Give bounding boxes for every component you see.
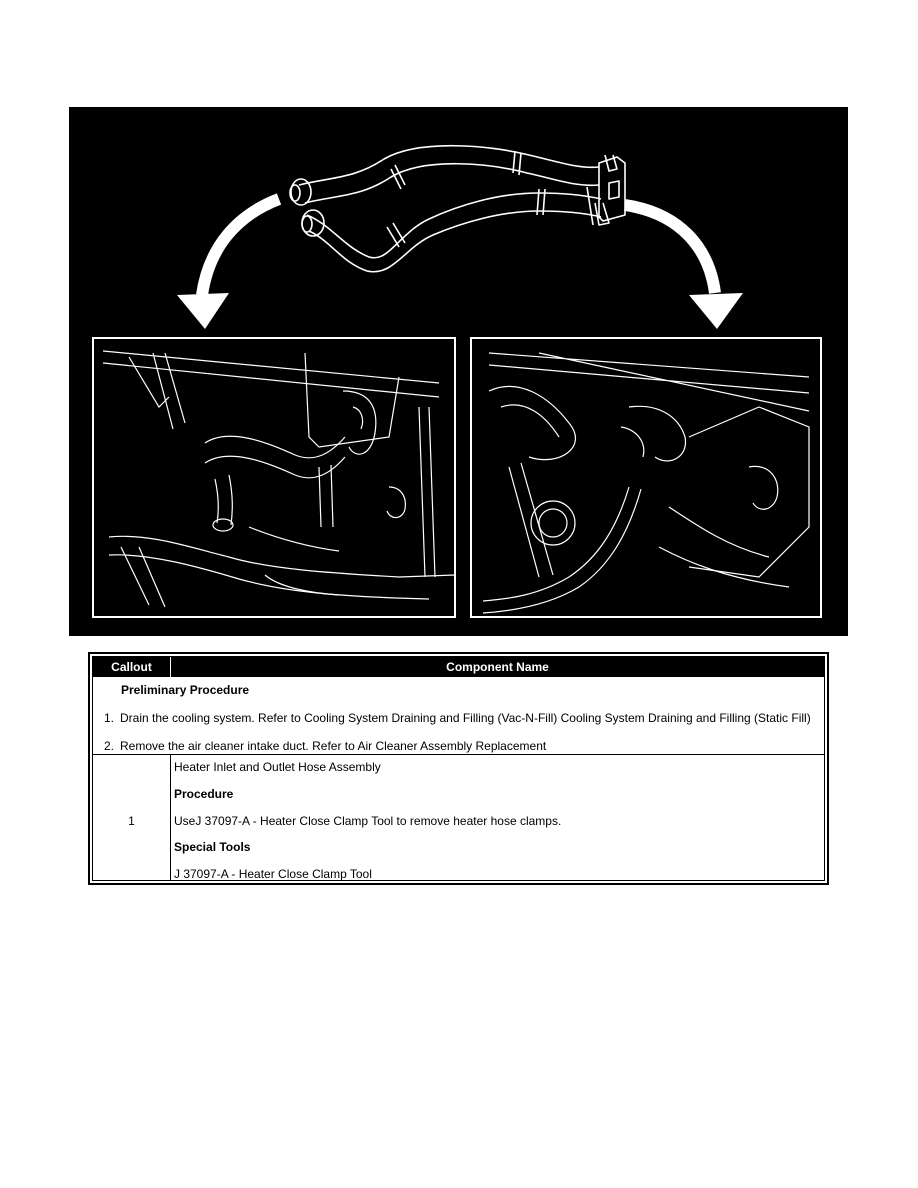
special-tools-label: Special Tools (174, 840, 251, 854)
header-callout: Callout (93, 657, 170, 677)
step-2-number: 2. (104, 739, 115, 753)
step-1-number: 1. (104, 711, 115, 725)
special-tools-text: J 37097-A - Heater Close Clamp Tool (174, 867, 372, 881)
header-component-name: Component Name (171, 657, 824, 677)
engine-bay-view-left (93, 338, 455, 617)
procedure-text: UseJ 37097-A - Heater Close Clamp Tool to remove heater hose clamps. (174, 814, 562, 828)
step-2-text: Remove the air cleaner intake duct. Refer to Air Cleaner Assembly Replacement (120, 739, 547, 753)
preliminary-procedure-title: Preliminary Procedure (121, 683, 250, 697)
component-name: Heater Inlet and Outlet Hose Assembly (174, 760, 381, 774)
procedure-table (88, 652, 829, 885)
hose-illustration (69, 107, 848, 636)
step-1-text: Drain the cooling system. Refer to Cooling System Draining and Filling (Vac-N-Fill) Cooling System Draining and Filling (Static Fill) (120, 711, 811, 725)
engine-bay-view-right (471, 338, 821, 617)
procedure-label: Procedure (174, 787, 234, 801)
callout-number: 1 (128, 814, 135, 828)
